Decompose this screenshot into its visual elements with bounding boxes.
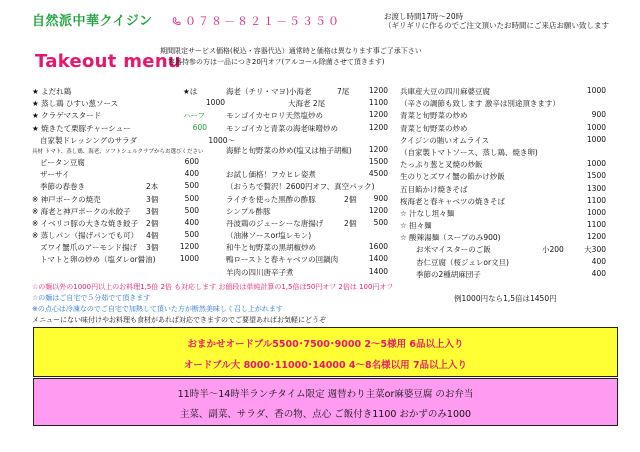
lunch-box-panel — [33, 378, 618, 426]
menu-item: ☆ 汁なし坦々麺 1000 — [400, 207, 606, 218]
menu-item: 兵庫産大豆の四川麻婆豆腐 1000 — [400, 86, 606, 96]
menu-item: 海老（チリ・マヨ)小海老 7尾 1200 — [226, 86, 388, 96]
menu-item: 和牛と旬野菜の黒胡椒炒め 1600 — [226, 242, 388, 253]
phone-number: ０７８－８２１－５３５０ — [185, 15, 341, 28]
hors-doeuvre-line-1: おまかせオードブル5500･7500･9000 2～5様用 6品以上入り — [187, 339, 464, 350]
menu-item: 生のりとズワイ蟹の餡かけ炒飯 1500 — [400, 171, 606, 182]
menu-item: ★ クラゲマスタード ハーフ — [32, 111, 206, 121]
page-title: Takeout menu — [35, 51, 182, 72]
lunch-line-2: 主菜、副菜、サラダ、香の物、点心 ご飯付き1100 おかずのみ1000 — [179, 409, 472, 420]
price-notice-line1: 期間限定サービス価格(税込・容器代込）通常時と価格は異なります事ご了承下さい — [160, 47, 422, 55]
brand-name: 自然派中華クイジン — [32, 14, 153, 29]
note-line-3: ※の点心は冷凍なのでご自宅で加熱して頂いた方が断然美味しく召し上がれます — [32, 305, 283, 313]
menu-column-middle — [226, 86, 396, 279]
menu-column-right — [400, 86, 612, 281]
pickup-hours-line1: お渡し時間17時～20時 — [384, 12, 464, 21]
menu-item-note: （辛さの調節も致します 激辛は別途頂きます） — [400, 99, 560, 109]
menu-item: 大海老 2尾 1100 — [288, 98, 388, 109]
menu-item: 鴨ローストと春キャベツの回鍋肉 1400 — [226, 254, 388, 265]
menu-item: 海鮮と旬野菜の炒め(塩又は柚子胡椒) 1200 — [226, 144, 388, 155]
pickup-hours — [384, 12, 609, 30]
menu-item: ※ 海老と神戸ポークの水餃子 3個 500 — [32, 205, 199, 216]
menu-item: お米マイスターのご飯 小200 大300 — [416, 245, 606, 255]
menu-item: 青菜と旬野菜の炒め 900 — [400, 110, 606, 121]
menu-item: シンプル酢豚 1200 — [226, 205, 388, 216]
note-line-2: ☆の麺はご自宅で５分茹でて頂きます — [32, 294, 151, 302]
menu-item-note: 具材 トマト、蒸し鶏、海老、ソフトシェルクラブからお選びください — [32, 148, 204, 155]
menu-item: モンゴイカと青菜の海老味噌炒め 1200 — [226, 122, 388, 133]
menu-item: 季節の2種胡麻団子 400 — [416, 268, 606, 279]
menu-item: ザーサイ 400 — [40, 169, 199, 180]
menu-item: 羊肉の四川唐辛子煮 1400 — [226, 266, 388, 277]
menu-item: ※ 蒸しパン（揚げパンでも可） 4個 500 — [32, 230, 199, 241]
phone-icon — [172, 17, 181, 26]
menu-item-note: （おうちで贅沢！2600円オフ、真空パック) — [226, 182, 375, 192]
menu-item: 桜海老と春キャベツの焼きそば 1100 — [400, 195, 606, 206]
note-example: 例1000円なら1,5倍は1450円 — [454, 294, 557, 303]
menu-item: ※ 神戸ポークの焼売 3個 500 — [32, 193, 199, 204]
menu-item: ピータン豆腐 600 — [40, 156, 199, 167]
menu-item: 丹波鶏のジューシーな唐揚げ 2個 500 — [226, 217, 388, 228]
menu-item-note: （自家製トマトソース、蒸し鶏、焼き卵) — [400, 147, 538, 157]
menu-item-note: （油淋ソースor塩レモン) — [226, 231, 312, 241]
note-line-1: ☆の麺以外の1000円以上のお料理1,5倍 2倍 も対応します お値段は単純計算の1,5倍は50円オフ 2倍は 100円オフ — [32, 283, 394, 291]
menu-item: ズワイ蟹爪のアーモンド揚げ 3個 1200 — [40, 242, 199, 253]
menu-item: モンゴイカセロリ天然塩炒め 1200 — [226, 110, 388, 121]
hors-doeuvre-line-2: オードブル大 8000･11000･14000 4～8名様以用 7品以上入り — [183, 360, 468, 371]
menu-item: ライチを使った黒酢の酢豚 2個 900 — [226, 193, 388, 204]
lunch-line-1: 11時半～14時半ランチタイム限定 週替わり主菜or麻婆豆腐 のお弁当 — [177, 389, 474, 400]
menu-item: 1500 — [368, 156, 388, 166]
menu-item: ★ 焼きたて栗豚チャーシュー 600 — [32, 122, 207, 133]
pickup-hours-line2: （ギリギリに作るのでご注文頂いたお時間にご来店お願い致します — [384, 21, 609, 30]
menu-item: 自家製ドレッシングのサラダ 1000～ — [40, 135, 235, 145]
menu-column-left — [32, 86, 237, 267]
price-notice-line2: 容器持参の方は一品につき20円オフ(アルコール除菌させて頂きます) — [168, 58, 385, 66]
menu-item: 青菜と旬野菜の炒め 1000 — [400, 122, 606, 133]
notes-block — [32, 282, 393, 326]
menu-item: 杏仁豆腐（桜ジュレor文旦) 400 — [416, 256, 606, 267]
menu-item: クイジンの賄いオムライス 1000 — [400, 134, 606, 145]
menu-item: お試し価格！フカヒレ姿煮 4500 — [226, 169, 388, 180]
menu-item: ★ よだれ鶏 ★は — [32, 87, 198, 96]
menu-item: ☆ 担々麺 1100 — [400, 220, 606, 231]
hors-doeuvre-box — [33, 327, 618, 377]
note-line-4: メニューにない味付けやお料理も食材があれば対応できますのでご要望あればお気軽にどうぞ — [32, 316, 326, 324]
menu-item: トマトと卵の炒め（塩ダレor醤油) 1000 — [40, 254, 199, 265]
menu-item: ※ イベリコ豚の大きな焼き餃子 2個 400 — [32, 217, 199, 228]
spacer-row — [226, 135, 396, 145]
menu-item: 五目餡かけ焼きそば 1300 — [400, 183, 606, 194]
menu-item: 季節の春巻き 2本 500 — [40, 181, 199, 192]
price-notice — [160, 46, 422, 68]
menu-item: ★ 蒸し鶏 ひすい葱ソース 1000 — [32, 98, 225, 109]
menu-item: たっぷり葱と叉焼の炒飯 1000 — [400, 159, 606, 170]
phone-number-block — [172, 13, 341, 29]
menu-item: ☆ 酸辣湯麺（スープのみ900) 1200 — [400, 232, 606, 243]
